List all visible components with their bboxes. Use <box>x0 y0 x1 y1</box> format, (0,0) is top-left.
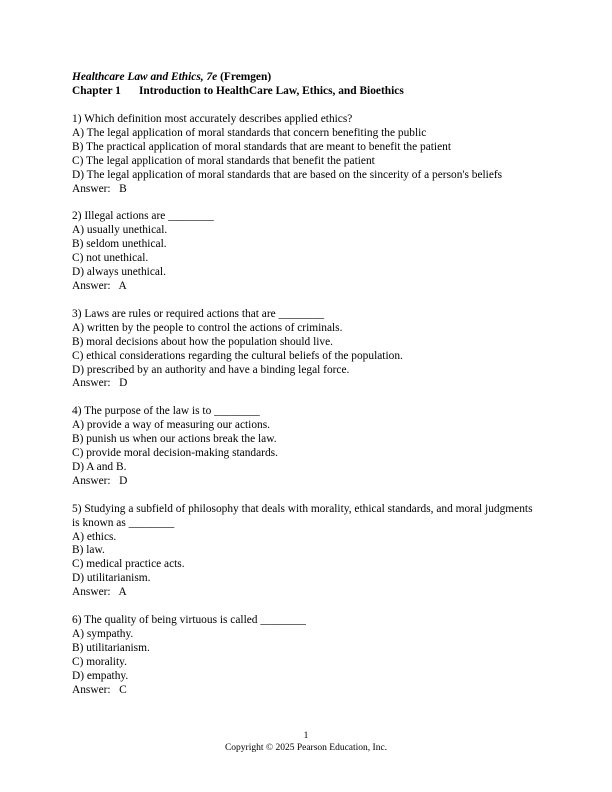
book-title: Healthcare Law and Ethics, 7e <box>72 71 218 83</box>
book-title-line <box>72 71 592 85</box>
page-number: 1 <box>303 731 309 741</box>
question-1 <box>72 113 542 196</box>
option-d: D) A and B. <box>72 460 127 473</box>
question-2 <box>72 210 542 293</box>
answer-key: Answer: D <box>72 474 128 487</box>
question-4 <box>72 405 542 488</box>
chapter-title: Introduction to HealthCare Law, Ethics, and Bioethics <box>139 84 404 97</box>
question-6 <box>72 614 542 697</box>
option-a: A) The legal application of moral standards that concern benefiting the public <box>72 126 427 139</box>
option-c: C) not unethical. <box>72 252 149 265</box>
answer-key: Answer: A <box>72 279 127 292</box>
answer-key: Answer: D <box>72 377 128 390</box>
question-text: 3) Laws are rules or required actions that are ________ <box>72 307 325 320</box>
question-3 <box>72 308 542 391</box>
option-a: A) sympathy. <box>72 628 134 640</box>
document-header <box>72 71 592 99</box>
option-d: D) utilitarianism. <box>72 572 151 585</box>
option-a: A) provide a way of measuring our actions. <box>72 419 271 432</box>
option-b: B) punish us when our actions break the law. <box>72 433 277 446</box>
book-author: (Fremgen) <box>220 71 272 83</box>
copyright-notice: Copyright © 2025 Pearson Education, Inc. <box>224 742 388 753</box>
option-b: B) The practical application of moral standards that are meant to benefit the patient <box>72 140 452 153</box>
question-text: 4) The purpose of the law is to ________ <box>72 405 260 418</box>
option-c: C) provide moral decision-making standards. <box>72 447 278 460</box>
answer-key: Answer: C <box>72 683 127 696</box>
question-list <box>72 113 542 712</box>
question-text: 6) The quality of being virtuous is called ________ <box>72 614 306 627</box>
option-b: B) seldom unethical. <box>72 238 167 251</box>
option-d: D) The legal application of moral standards that are based on the sincerity of a person's beliefs <box>72 168 503 181</box>
option-a: A) usually unethical. <box>72 224 168 237</box>
question-5 <box>72 503 542 600</box>
option-a: A) ethics. <box>72 530 117 543</box>
option-c: C) medical practice acts. <box>72 558 185 571</box>
chapter-heading <box>72 85 592 99</box>
option-d: D) always unethical. <box>72 266 166 279</box>
option-d: D) empathy. <box>72 669 129 682</box>
page-footer <box>0 731 612 754</box>
option-c: C) The legal application of moral standards that benefit the patient <box>72 154 375 167</box>
question-text: 1) Which definition most accurately describes applied ethics? <box>72 113 353 125</box>
answer-key: Answer: A <box>72 586 127 599</box>
option-c: C) morality. <box>72 655 127 668</box>
option-c: C) ethical considerations regarding the cultural beliefs of the population. <box>72 349 403 362</box>
option-b: B) utilitarianism. <box>72 641 150 654</box>
option-a: A) written by the people to control the actions of criminals. <box>72 321 343 334</box>
chapter-label: Chapter 1 <box>72 84 121 97</box>
option-b: B) moral decisions about how the population should live. <box>72 335 334 348</box>
option-d: D) prescribed by an authority and have a binding legal force. <box>72 363 350 376</box>
option-b: B) law. <box>72 544 105 557</box>
answer-key: Answer: B <box>72 182 127 195</box>
question-text: 5) Studying a subfield of philosophy that deals with morality, ethical standards, and moral judgments is known as ________ <box>72 502 533 529</box>
question-text: 2) Illegal actions are ________ <box>72 210 214 223</box>
